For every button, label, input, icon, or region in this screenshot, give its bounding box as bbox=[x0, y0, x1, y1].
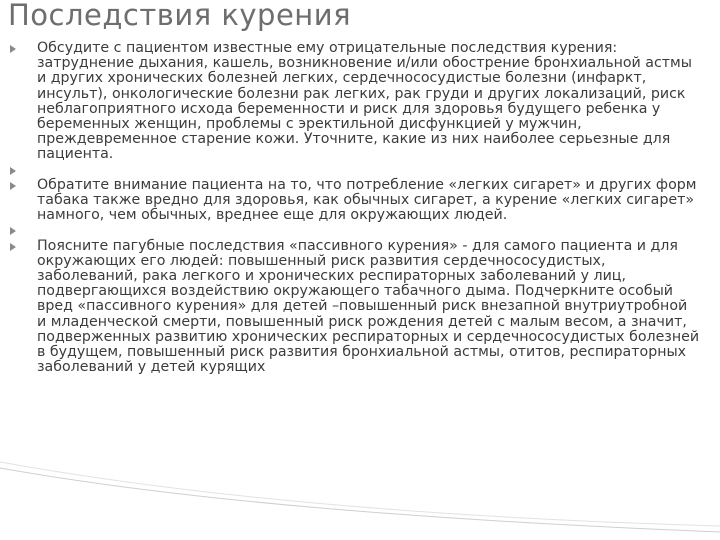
slide-title: Последствия курения bbox=[8, 0, 352, 32]
bullet-item-empty bbox=[10, 163, 700, 178]
bullet-text: Поясните пагубные последствия «пассивного курения» - для самого пациента и для окружающих его людей: повышенный риск развития сердечнососудистых, заболеваний, рака легкого и хронических респираторных заболеваний у лиц, подвергающихся воздействию окружающего табачного дыма. Подчеркните особый вред «пассивного курения» для детей –повышенный риск внезапной внутриутробной и младенческой смерти, повышенный риск рождения детей с малым весом, а значит, подверженных развитию хронических респираторных и сердечнососудистых болезней в будущем, повышенный риск развития бронхиальной астмы, отитов, респираторных заболеваний у детей курящих bbox=[37, 237, 700, 376]
bullet-item bbox=[10, 178, 700, 224]
decorative-curve bbox=[0, 460, 720, 540]
bullet-text: Обратите внимание пациента на то, что потребление «легких сигарет» и других форм табака также вредно для здоровья, как обычных сигарет, а курение «легких сигарет» намного, чем обычных, вреднее еще для окружающих людей. bbox=[37, 176, 697, 224]
bullet-item-empty bbox=[10, 223, 700, 238]
triangle-bullet-icon bbox=[10, 227, 16, 235]
triangle-bullet-icon bbox=[10, 243, 16, 251]
triangle-bullet-icon bbox=[10, 167, 16, 175]
bullet-item bbox=[10, 239, 700, 376]
bullet-text: Обсудите с пациентом известные ему отрицательные последствия курения: затруднение дыхания, кашель, возникновение и/или обострение бронхиальной астмы и других хронических болезней легких, сердечнососудистые болезни (инфаркт, инсульт), онкологические болезни рак легких, рак груди и других локализаций, риск неблагоприятного исхода беременности и риск для здоровья будущего ребенка у беременных женщин, проблемы с эректильной дисфункцией у мужчин, преждевременное старение кожи. Уточните, какие из них наиболее серьезные для пациента. bbox=[37, 40, 692, 163]
bullet-list bbox=[10, 41, 700, 375]
triangle-bullet-icon bbox=[10, 182, 16, 190]
bullet-item bbox=[10, 41, 700, 163]
triangle-bullet-icon bbox=[10, 45, 16, 53]
